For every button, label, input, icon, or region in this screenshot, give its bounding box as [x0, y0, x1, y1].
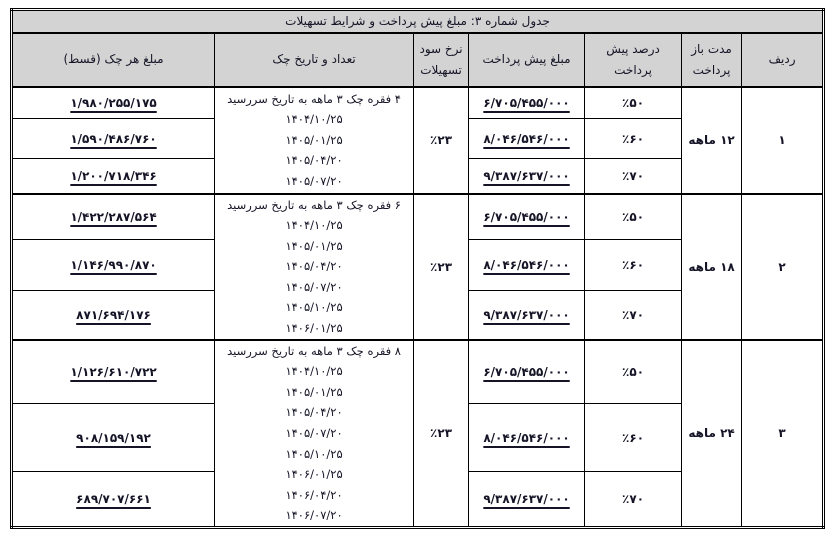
- prepayment-percent: ٪۷۰: [585, 159, 682, 194]
- installment-amount: ۱/۵۹۰/۴۸۶/۷۶۰: [12, 119, 215, 159]
- check-date: ۱۴۰۵/۰۷/۲۰: [285, 426, 343, 441]
- prepayment-percent: ٪۵۰: [585, 87, 682, 119]
- header-repayment-period: مدت باز پرداخت: [682, 33, 742, 87]
- check-count-text: ۸ فقره چک ۳ ماهه به تاریخ سررسید: [227, 343, 401, 358]
- installment-amount: ۱/۲۰۰/۷۱۸/۳۴۶: [12, 159, 215, 194]
- header-installment-amount: مبلغ هر چک (قسط): [12, 33, 215, 87]
- check-date: ۱۴۰۶/۰۴/۲۰: [285, 487, 343, 502]
- check-date: ۱۴۰۵/۰۱/۲۵: [285, 132, 343, 147]
- prepayment-percent: ٪۷۰: [585, 472, 682, 528]
- prepayment-percent: ٪۵۰: [585, 340, 682, 404]
- check-date: ۱۴۰۶/۰۱/۲۵: [285, 467, 343, 482]
- check-date: ۱۴۰۴/۱۰/۲۵: [285, 364, 343, 379]
- header-row-number: ردیف: [742, 33, 824, 87]
- prepayment-amount: ۶/۷۰۵/۴۵۵/۰۰۰: [469, 340, 585, 404]
- row-number: ۲: [742, 194, 824, 340]
- check-date: ۱۴۰۵/۰۱/۲۵: [285, 384, 343, 399]
- check-date: ۱۴۰۵/۰۷/۲۰: [285, 173, 343, 188]
- prepayment-amount: ۶/۷۰۵/۴۵۵/۰۰۰: [469, 87, 585, 119]
- check-date: ۱۴۰۶/۰۱/۲۵: [285, 321, 343, 336]
- row-number: ۱: [742, 87, 824, 194]
- installment-amount: ۸۷۱/۶۹۴/۱۷۶: [12, 290, 215, 339]
- check-date: ۱۴۰۵/۰۴/۲۰: [285, 259, 343, 274]
- repayment-period: ۲۴ ماهه: [682, 340, 742, 528]
- check-date: ۱۴۰۴/۱۰/۲۵: [285, 112, 343, 127]
- check-schedule: [215, 194, 414, 340]
- installment-amount: ۶۸۹/۷۰۷/۶۶۱: [12, 472, 215, 528]
- check-date: ۱۴۰۴/۱۰/۲۵: [285, 218, 343, 233]
- facility-group-12m: [12, 87, 824, 194]
- prepayment-amount: ۸/۰۴۶/۵۴۶/۰۰۰: [469, 403, 585, 472]
- prepayment-percent: ٪۶۰: [585, 403, 682, 472]
- prepayment-amount: ۸/۰۴۶/۵۴۶/۰۰۰: [469, 240, 585, 290]
- installment-amount: ۱/۱۲۶/۶۱۰/۷۲۲: [12, 340, 215, 404]
- facilities-table: [10, 8, 825, 529]
- installment-amount: ۹۰۸/۱۵۹/۱۹۲: [12, 403, 215, 472]
- prepayment-percent: ٪۶۰: [585, 240, 682, 290]
- installment-amount: ۱/۴۲۲/۲۸۷/۵۶۴: [12, 194, 215, 240]
- check-count-text: ۶ فقره چک ۳ ماهه به تاریخ سررسید: [227, 197, 401, 212]
- installment-amount: ۱/۹۸۰/۲۵۵/۱۷۵: [12, 87, 215, 119]
- table-title: جدول شماره ۳: مبلغ پیش پرداخت و شرایط تسهیلات: [12, 10, 824, 33]
- prepayment-percent: ٪۷۰: [585, 290, 682, 339]
- prepayment-amount: ۸/۰۴۶/۵۴۶/۰۰۰: [469, 119, 585, 159]
- check-date: ۱۴۰۵/۱۰/۲۵: [285, 446, 343, 461]
- repayment-period: ۱۲ ماهه: [682, 87, 742, 194]
- prepayment-amount: ۹/۳۸۷/۶۳۷/۰۰۰: [469, 472, 585, 528]
- interest-rate: ٪۲۳: [414, 194, 469, 340]
- prepayment-amount: ۶/۷۰۵/۴۵۵/۰۰۰: [469, 194, 585, 240]
- check-date: ۱۴۰۵/۰۴/۲۰: [285, 153, 343, 168]
- installment-amount: ۱/۱۴۶/۹۹۰/۸۷۰: [12, 240, 215, 290]
- prepayment-percent: ٪۵۰: [585, 194, 682, 240]
- prepayment-percent: ٪۶۰: [585, 119, 682, 159]
- header-prepayment-percent: درصد پیش پرداخت: [585, 33, 682, 87]
- check-date: ۱۴۰۵/۰۱/۲۵: [285, 238, 343, 253]
- facility-group-24m: [12, 340, 824, 528]
- interest-rate: ٪۲۳: [414, 87, 469, 194]
- check-date: ۱۴۰۶/۰۷/۲۰: [285, 508, 343, 523]
- prepayment-amount: ۹/۳۸۷/۶۳۷/۰۰۰: [469, 290, 585, 339]
- check-date: ۱۴۰۵/۱۰/۲۵: [285, 300, 343, 315]
- facility-group-18m: [12, 194, 824, 340]
- repayment-period: ۱۸ ماهه: [682, 194, 742, 340]
- check-date: ۱۴۰۵/۰۴/۲۰: [285, 405, 343, 420]
- check-count-text: ۴ فقره چک ۳ ماهه به تاریخ سررسید: [227, 91, 401, 106]
- check-schedule: [215, 340, 414, 528]
- header-interest-rate: نرخ سود تسهیلات: [414, 33, 469, 87]
- header-check-schedule: تعداد و تاریخ چک: [215, 33, 414, 87]
- check-schedule: [215, 87, 414, 194]
- header-prepayment-amount: مبلغ پیش پرداخت: [469, 33, 585, 87]
- row-number: ۳: [742, 340, 824, 528]
- interest-rate: ٪۲۳: [414, 340, 469, 528]
- prepayment-amount: ۹/۳۸۷/۶۳۷/۰۰۰: [469, 159, 585, 194]
- check-date: ۱۴۰۵/۰۷/۲۰: [285, 279, 343, 294]
